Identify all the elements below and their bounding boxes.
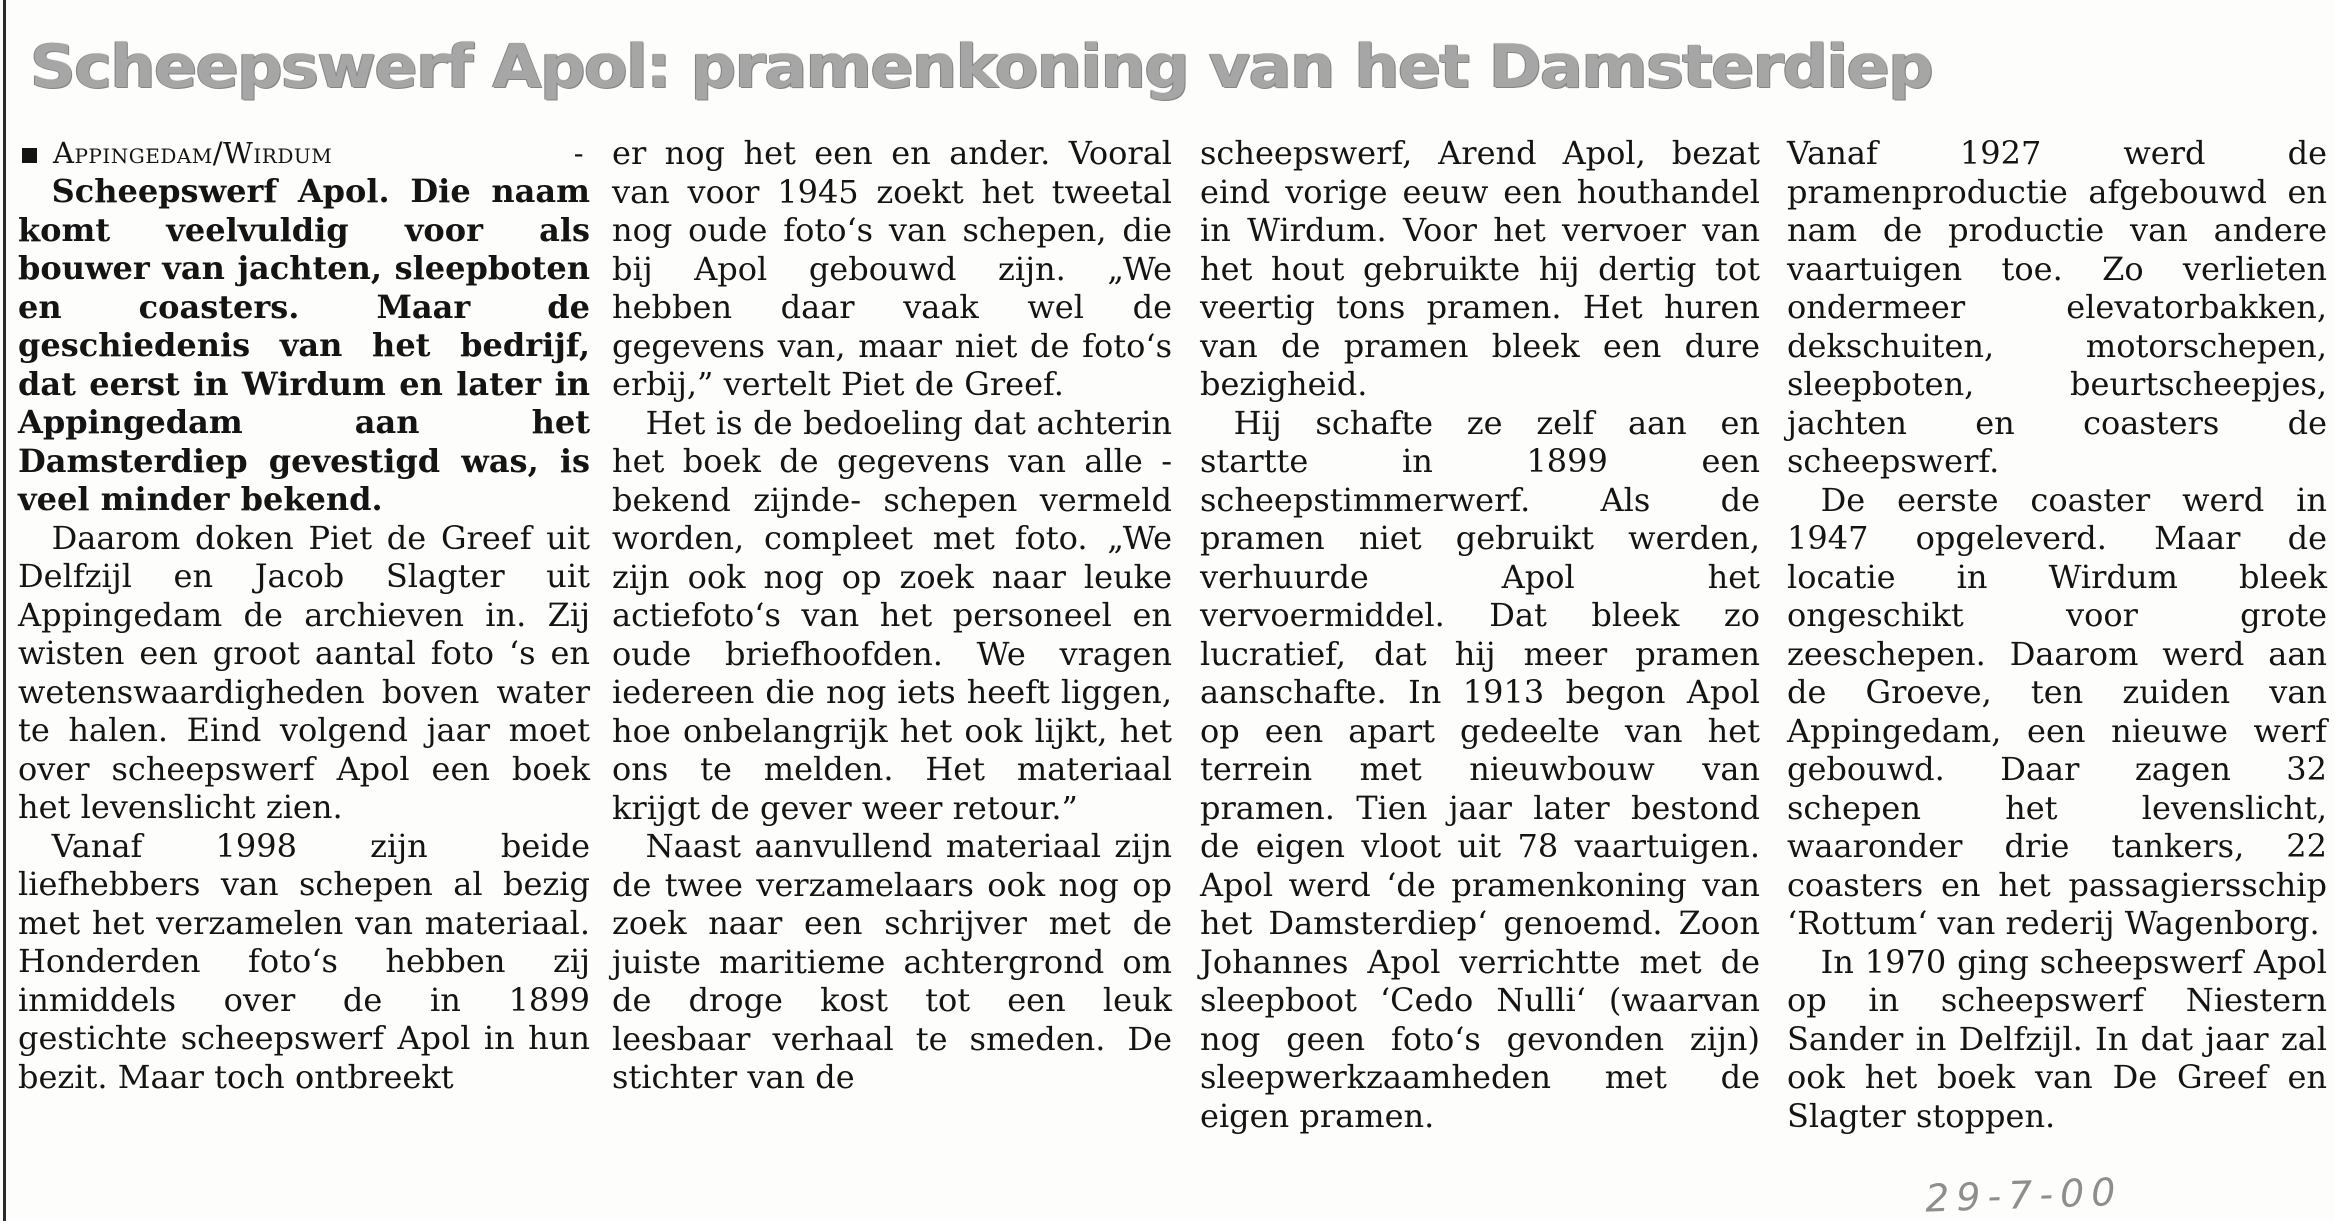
body-paragraph: Vanaf 1927 werd de pramenproductie afgebouwd en nam de productie van andere vaartuigen toe. Zo verlieten ondermeer elevatorbakken, dekschuiten, motorschepen, sleepboten, beurtscheepjes, jachten en coasters de scheepswerf. xyxy=(1787,134,2327,480)
bullet-square-icon xyxy=(22,148,37,163)
body-paragraph: Het is de bedoeling dat achterin het boek de gegevens van alle -bekend zijnde- schepen vermeld worden, compleet met foto. „We zijn ook nog op zoek naar leuke actiefoto‘s van het personeel en oude briefhoofden. We vragen iedereen die nog iets heeft liggen, hoe onbelangrijk het ook lijkt, het ons te melden. Het materiaal krijgt de gever weer retour.” xyxy=(612,403,1172,827)
article-column-4 xyxy=(1787,134,2327,1135)
headline: Scheepswerf Apol: pramenkoning van het Damsterdiep xyxy=(30,32,1933,102)
dateline xyxy=(18,134,590,172)
body-paragraph: Naast aanvullend materiaal zijn de twee verzamelaars ook nog op zoek naar een schrijver met de juiste maritieme achtergrond om de droge kost tot een leuk leesbaar verhaal te smeden. De stichter van de xyxy=(612,827,1172,1096)
body-paragraph: er nog het een en ander. Vooral van voor 1945 zoekt het tweetal nog oude foto‘s van schepen, die bij Apol gebouwd zijn. „We hebben daar vaak wel de gegevens van, maar niet de foto‘s erbij,” vertelt Piet de Greef. xyxy=(612,134,1172,403)
lead-paragraph: Scheepswerf Apol. Die naam komt veelvuldig voor als bouwer van jachten, sleepboten en coasters. Maar de geschiedenis van het bedrijf, dat eerst in Wirdum en later in Appingedam aan het Damsterdiep gevestigd was, is veel minder bekend. xyxy=(18,172,590,518)
column-rule xyxy=(3,0,6,1221)
article-column-3 xyxy=(1200,134,1760,1135)
dateline-place: Appingedam/Wirdum xyxy=(53,135,333,170)
body-paragraph: scheepswerf, Arend Apol, bezat eind vorige eeuw een houthandel in Wirdum. Voor het vervoer van het hout gebruikte hij dertig tot veertig tons pramen. Het huren van de pramen bleek een dure bezigheid. xyxy=(1200,134,1760,403)
body-paragraph: In 1970 ging scheepswerf Apol op in scheepswerf Niestern Sander in Delfzijl. In dat jaar zal ook het boek van De Greef en Slagter stoppen. xyxy=(1787,942,2327,1135)
dateline-dash: - xyxy=(573,135,584,170)
body-paragraph: Daarom doken Piet de Greef uit Delfzijl en Jacob Slagter uit Appingedam de archieven in. Zij wisten een groot aantal foto ‘s en wetenswaardigheden boven water te halen. Eind volgend jaar moet over scheepswerf Apol een boek het levenslicht zien. xyxy=(18,518,590,826)
handwritten-date: 29-7-00 xyxy=(1924,1169,2124,1221)
body-paragraph: De eerste coaster werd in 1947 opgeleverd. Maar de locatie in Wirdum bleek ongeschikt voor grote zeeschepen. Daarom werd aan de Groeve, ten zuiden van Appingedam, een nieuwe werf gebouwd. Daar zagen 32 schepen het levenslicht, waaronder drie tankers, 22 coasters en het passagiersschip ‘Rottum‘ van rederij Wagenborg. xyxy=(1787,480,2327,942)
body-paragraph: Vanaf 1998 zijn beide liefhebbers van schepen al bezig met het verzamelen van materiaal. Honderden foto‘s hebben zij inmiddels over de in 1899 gestichte scheepswerf Apol in hun bezit. Maar toch ontbreekt xyxy=(18,826,590,1096)
body-paragraph: Hij schafte ze zelf aan en startte in 1899 een scheepstimmerwerf. Als de pramen niet gebruikt werden, verhuurde Apol het vervoermiddel. Dat bleek zo lucratief, dat hij meer pramen aanschafte. In 1913 begon Apol op een apart gedeelte van het terrein met nieuwbouw van pramen. Tien jaar later bestond de eigen vloot uit 78 vaartuigen. Apol werd ‘de pramenkoning van het Damsterdiep‘ genoemd. Zoon Johannes Apol verrichtte met de sleepboot ‘Cedo Nulli‘ (waarvan nog geen foto‘s gevonden zijn) sleepwerkzaamheden met de eigen pramen. xyxy=(1200,403,1760,1135)
article-column-2 xyxy=(612,134,1172,1097)
article-column-1 xyxy=(18,134,590,1096)
